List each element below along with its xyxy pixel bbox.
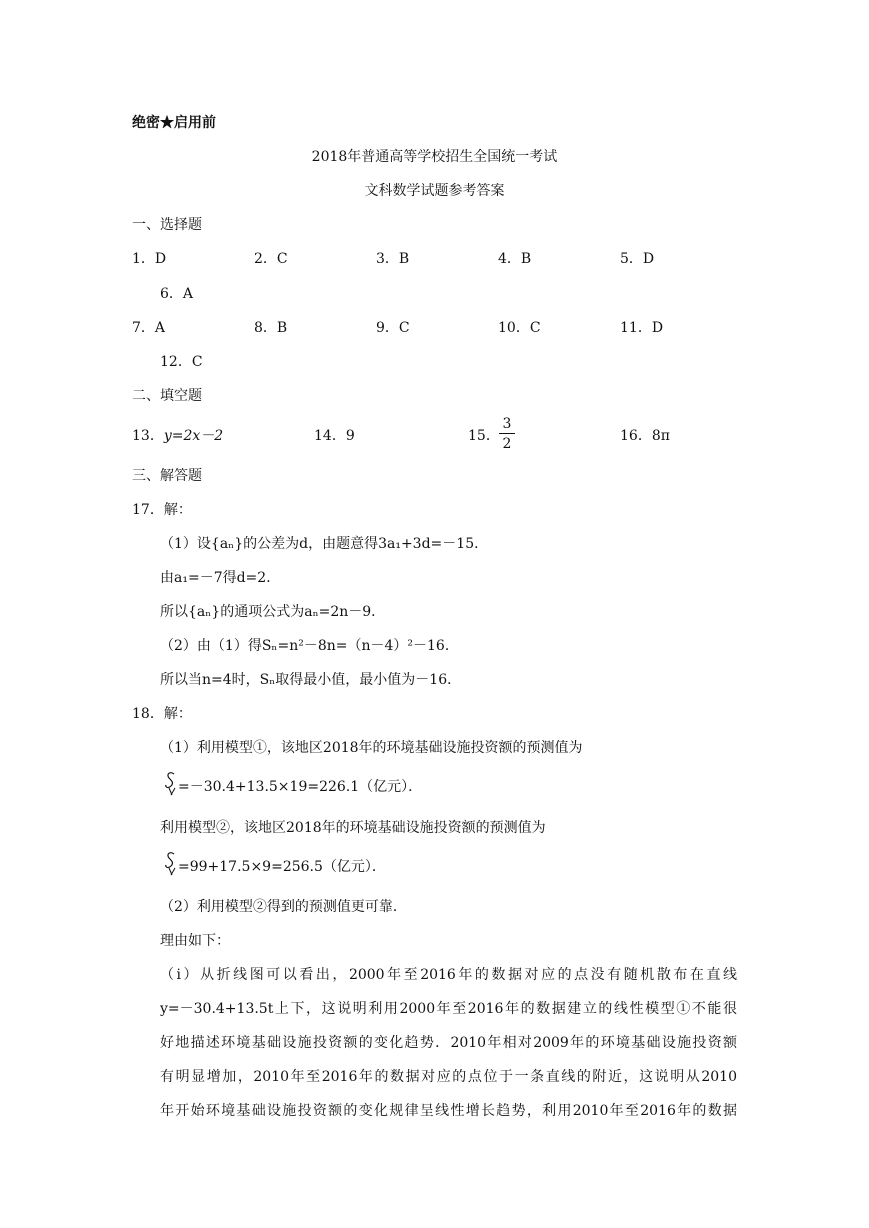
q18-paragraph-line-1: （ⅰ）从折线图可以看出，2000年至2016年的数据对应的点没有随机散布在直线: [160, 967, 737, 983]
answer-15-fraction: [499, 416, 515, 452]
answer-13-label: 13．: [132, 428, 164, 444]
y-hat-symbol: [164, 771, 178, 797]
answer-7: 7．A: [132, 320, 166, 336]
q18-line-1: （1）利用模型①，该地区2018年的环境基础设施投资额的预测值为: [160, 740, 583, 756]
q17-line-5: 所以当n=4时，Sₙ取得最小值，最小值为－16．: [160, 672, 462, 688]
section-choice-title: 一、选择题: [132, 217, 202, 233]
answer-4: 4．B: [498, 251, 532, 267]
answer-1: 1．D: [132, 251, 167, 267]
y-hat-symbol: [164, 851, 178, 877]
q18-line-2: =－30.4+13.5×19=226.1（亿元）．: [178, 779, 423, 795]
answer-8: 8．B: [254, 320, 288, 336]
answer-13-expression: y=2x－2: [163, 428, 224, 444]
q17-line-3: 所以{aₙ}的通项公式为aₙ=2n－9．: [160, 604, 386, 620]
answer-11: 11．D: [620, 320, 664, 336]
fraction-numerator: 3: [499, 416, 515, 434]
fraction-denominator: 2: [502, 436, 512, 452]
answer-5: 5．D: [620, 251, 655, 267]
document-title: 文科数学试题参考答案: [364, 183, 505, 199]
q18-line-4: =99+17.5×9=256.5（亿元）．: [178, 859, 386, 875]
secret-mark: 绝密★启用前: [132, 115, 216, 131]
q18-line-6: 理由如下：: [160, 933, 230, 949]
q18-paragraph-line-2: y=－30.4+13.5t上下，这说明利用2000年至2016年的数据建立的线性模型①不能很: [160, 1001, 737, 1017]
answer-6: 6．A: [160, 286, 194, 302]
section-fill-title: 二、填空题: [132, 388, 202, 404]
answer-15-label: 15．: [468, 428, 500, 444]
q18-paragraph-line-4: 有明显增加，2010年至2016年的数据对应的点位于一条直线的附近，这说明从2010: [160, 1069, 737, 1085]
exam-title: 2018年普通高等学校招生全国统一考试: [311, 149, 558, 165]
q18-label: 18．解：: [132, 706, 192, 722]
answer-12: 12．C: [160, 354, 203, 370]
q18-paragraph-line-5: 年开始环境基础设施投资额的变化规律呈线性增长趋势，利用2010年至2016年的数据: [160, 1103, 737, 1119]
answer-16: 16．8π: [620, 428, 670, 444]
answer-9: 9．C: [376, 320, 410, 336]
q17-line-1: （1）设{aₙ}的公差为d，由题意得3a₁+3d=－15．: [160, 536, 489, 552]
q17-label: 17．解：: [132, 502, 192, 518]
answer-14: 14．9: [314, 428, 355, 444]
answer-2: 2．C: [254, 251, 288, 267]
q17-line-4: （2）由（1）得Sₙ=n²－8n=（n－4）²－16．: [160, 638, 459, 654]
q18-line-5: （2）利用模型②得到的预测值更可靠．: [160, 899, 407, 915]
answer-13: [132, 427, 223, 445]
q17-line-2: 由a₁=－7得d=2．: [160, 570, 281, 586]
answer-10: 10．C: [498, 320, 541, 336]
section-solution-title: 三、解答题: [132, 468, 202, 484]
q18-paragraph-line-3: 好地描述环境基础设施投资额的变化趋势．2010年相对2009年的环境基础设施投资额: [160, 1035, 737, 1051]
q18-line-3: 利用模型②，该地区2018年的环境基础设施投资额的预测值为: [160, 820, 546, 836]
answer-3: 3．B: [376, 251, 410, 267]
